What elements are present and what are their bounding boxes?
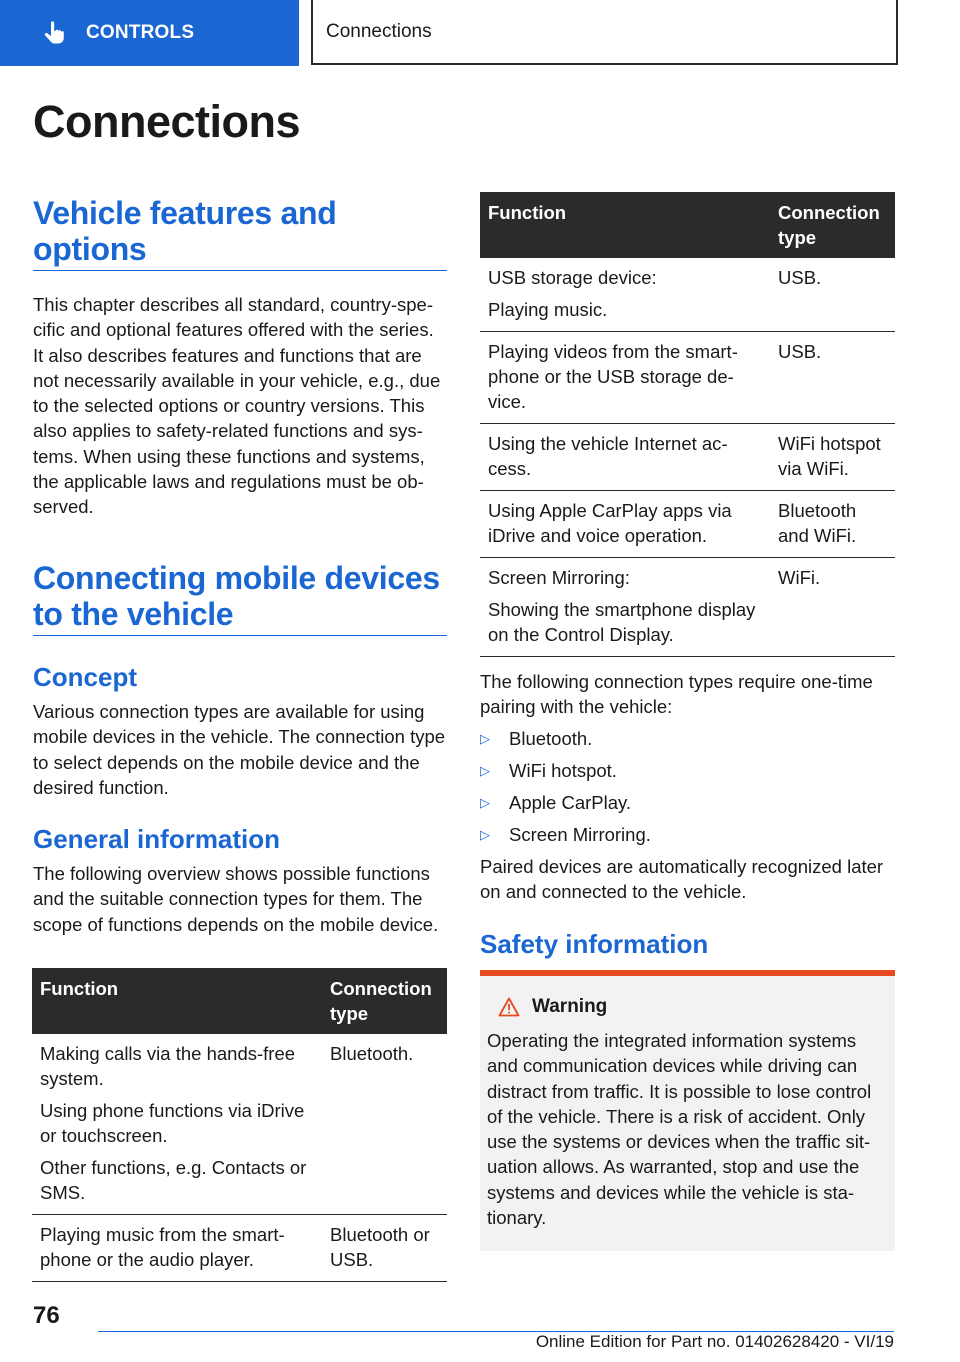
connection-type-cell: WiFi.	[770, 558, 895, 657]
warning-text: Operating the integrated information systems and communication devices while driving can distract from traffic. It is possible to lose control of the vehicle. There is a risk of accident. Only use the systems or devices when the traffic situation allows. As warranted, stop and use the systems and devices while the vehicle is stationary.	[487, 1030, 872, 1229]
connection-type-cell: Bluetooth.	[322, 1034, 447, 1215]
function-text: USB storage device:	[488, 267, 657, 288]
function-text: Showing the smartphone display on the Control Display.	[488, 599, 756, 645]
connection-type-cell: Bluetooth and WiFi.	[770, 491, 895, 558]
function-text: Other functions, e.g. Contacts or SMS.	[40, 1157, 307, 1203]
function-text: Using the vehicle Internet access.	[488, 433, 728, 479]
function-cell	[32, 1215, 322, 1282]
function-cell	[480, 258, 770, 332]
heading-rule	[33, 270, 447, 271]
bullet-triangle-icon: ▷	[480, 731, 490, 746]
function-text: Using Apple CarPlay apps via iDrive and voice operation.	[488, 500, 732, 546]
table-header-connection-type: Connection type	[770, 192, 895, 258]
page-number: 76	[33, 1302, 60, 1329]
list-item	[480, 723, 894, 755]
connection-type-cell: WiFi hotspot via WiFi.	[770, 424, 895, 491]
table-row	[480, 491, 895, 558]
chapter-header	[311, 0, 898, 65]
table-header-connection-type: Connection type	[322, 968, 447, 1034]
bullet-triangle-icon: ▷	[480, 795, 490, 810]
heading-connecting-devices: Connecting mobile devices to the vehicle	[33, 560, 440, 632]
list-item	[480, 819, 894, 851]
section-label: CONTROLS	[86, 22, 195, 43]
paragraph-concept: Various connection types are available for using mobile devices in the vehicle. The connection type to select depends on the mobile device and the desired function.	[33, 701, 446, 798]
bullet-triangle-icon: ▷	[480, 827, 490, 842]
table-row	[480, 558, 895, 657]
function-text: Making calls via the hands-free system.	[40, 1043, 296, 1089]
function-cell	[480, 491, 770, 558]
heading-concept: Concept	[33, 662, 137, 692]
paragraph-pairing: The following connection types require one-time pairing with the vehicle:	[480, 671, 873, 718]
warning-box	[480, 970, 895, 1251]
function-cell	[32, 1034, 322, 1215]
heading-general-information: General information	[33, 824, 281, 854]
warning-title: Warning	[532, 996, 608, 1017]
list-item-text: Bluetooth.	[509, 728, 593, 749]
heading-safety-information: Safety information	[480, 929, 709, 959]
connection-table-right	[480, 192, 895, 657]
function-text: Using phone functions via iDrive or touchscreen.	[40, 1100, 305, 1146]
warning-bar	[480, 970, 895, 976]
heading-rule	[33, 635, 447, 636]
function-cell	[480, 332, 770, 424]
list-item-text: Screen Mirroring.	[509, 824, 651, 845]
list-item-text: WiFi hotspot.	[509, 760, 617, 781]
warning-triangle-icon	[498, 997, 520, 1017]
paragraph-vehicle-features: This chapter describes all standard, country-specific and optional features offered with the series. It also describes features and functions that are not necessarily available in your vehicle, e.g., due to the selected options or country versions. This also applies to safety-related functions and systems. When using these functions and systems, the applicable laws and regulations must be observed.	[33, 294, 441, 518]
list-item-text: Apple CarPlay.	[509, 792, 632, 813]
hand-pointer-icon	[42, 21, 66, 45]
table-row	[480, 258, 895, 332]
list-item	[480, 755, 894, 787]
function-text: Playing videos from the smartphone or the USB storage device.	[488, 341, 738, 412]
function-text: Playing music from the smartphone or the audio player.	[40, 1224, 285, 1270]
function-cell	[480, 424, 770, 491]
table-row	[32, 1034, 447, 1215]
heading-vehicle-features: Vehicle features and options	[33, 195, 337, 267]
paragraph-paired-devices: Paired devices are automatically recognized later on and connected to the vehicle.	[480, 856, 884, 903]
chapter-label: Connections	[326, 20, 432, 42]
bullet-triangle-icon: ▷	[480, 763, 490, 778]
table-header-function: Function	[32, 968, 322, 1034]
table-row	[480, 332, 895, 424]
pairing-list	[480, 723, 894, 851]
table-header-function: Function	[480, 192, 770, 258]
function-cell	[480, 558, 770, 657]
function-text: Playing music.	[488, 299, 608, 320]
warning-header	[498, 996, 607, 1018]
table-row	[32, 1215, 447, 1282]
paragraph-general-information: The following overview shows possible functions and the suitable connection types for them. The scope of functions depends on the mobile device.	[33, 863, 439, 935]
connection-table-left	[32, 968, 447, 1282]
list-item	[480, 787, 894, 819]
section-tab-controls[interactable]	[0, 0, 299, 66]
function-text: Screen Mirroring:	[488, 567, 630, 588]
connection-type-cell: Bluetooth or USB.	[322, 1215, 447, 1282]
connection-type-cell: USB.	[770, 332, 895, 424]
table-row	[480, 424, 895, 491]
edition-label: Online Edition for Part no. 01402628420 - VI/19	[535, 1332, 894, 1351]
connection-type-cell: USB.	[770, 258, 895, 332]
page-title: Connections	[33, 96, 301, 147]
